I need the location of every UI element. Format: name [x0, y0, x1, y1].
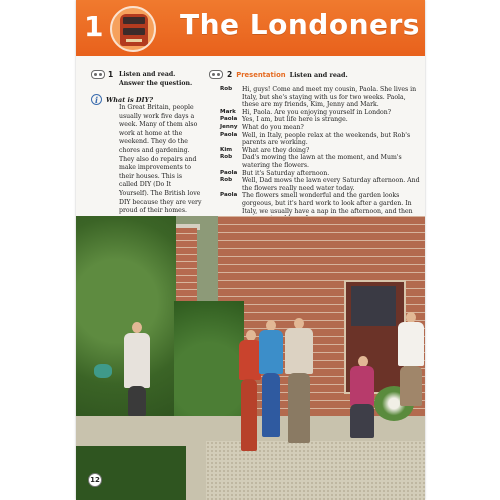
dialogue-text: Yes, I am, but life here is strange.: [242, 116, 348, 124]
exercise-1-badge: [91, 70, 113, 79]
exercise-1-instruction: [119, 71, 192, 88]
dialogue-line: [220, 147, 420, 155]
info-text: In Great Britain, people usually work five days a week. Many of them also work at home at the weekend. They do the chores and gardening. They also do repairs and make improvements to their houses. This is called DIY (Do It Yourself). The British love DIY because they are very proud of their homes.: [119, 104, 202, 215]
dialogue-text: Dad's mowing the lawn at the moment, and Mum's watering the flowers.: [242, 154, 402, 169]
exercise-1-number: 1: [108, 70, 114, 79]
bus-icon: [110, 6, 156, 52]
dialogue-line: [220, 124, 420, 132]
dialogue-line: [220, 170, 420, 178]
page-number: 12: [88, 473, 102, 487]
dialogue-line: [220, 86, 420, 109]
exercise-1-instruction-line2: Answer the question.: [119, 79, 193, 87]
garden-photo: [76, 216, 425, 500]
dialogue-text: What do you mean?: [242, 123, 304, 131]
dialogue-text: The flowers smell wonderful and the garden looks gorgeous, but it's hard work to look after a garden. In Italy, we usually have a nap in the afternoon, and then: [242, 192, 413, 215]
dialogue-speaker: Jenny: [220, 123, 238, 130]
exercise-2-instruction: Listen and read.: [289, 70, 348, 79]
dialogue-text: Well, Dad mows the lawn every Saturday afternoon. And the flowers really need water today.: [242, 177, 420, 192]
audio-cd-icon[interactable]: [91, 70, 105, 79]
dialogue-speaker: Mark: [220, 108, 236, 115]
dialogue-line: [220, 177, 420, 192]
info-title: What is DIY?: [106, 95, 154, 104]
exercise-1-instruction-line1: Listen and read.: [119, 71, 176, 78]
dialogue-line: [220, 109, 420, 117]
info-icon: i: [91, 94, 102, 105]
dialogue-text: Hi, Paola. Are you enjoying yourself in London?: [242, 108, 392, 116]
unit-title: The Londoners: [180, 8, 420, 41]
audio-cd-icon[interactable]: [209, 70, 223, 79]
exercise-2-number: 2: [227, 70, 233, 79]
dialogue-text: Well, in Italy, people relax at the weekends, but Rob's parents are working.: [242, 131, 411, 147]
dialogue-text: Hi, guys! Come and meet my cousin, Paola. She lives in Italy, but she's staying with us for two weeks. Paola, these are my friends, Kim, Jenny and Mark.: [242, 86, 417, 109]
dialogue-speaker: Paola: [220, 169, 238, 176]
unit-number: 1: [84, 10, 104, 43]
dialogue-speaker: Rob: [220, 86, 233, 92]
exercise-2-heading: [209, 70, 348, 79]
dialogue-speaker: Rob: [220, 154, 233, 161]
dialogue-line: [220, 154, 420, 169]
dialogue-speaker: Rob: [220, 177, 233, 184]
presentation-label: Presentation: [236, 70, 286, 79]
dialogue-line: [220, 132, 420, 147]
dialogue-speaker: Kim: [220, 146, 233, 153]
unit-header: [76, 0, 425, 56]
dialogue-text: What are they doing?: [242, 146, 310, 154]
dialogue-speaker: Paola: [220, 116, 238, 123]
dialogue-text: But it's Saturday afternoon.: [242, 169, 330, 177]
dialogue-speaker: Paola: [220, 192, 238, 199]
dialogue-speaker: Paola: [220, 131, 238, 138]
dialogue-line: [220, 116, 420, 124]
